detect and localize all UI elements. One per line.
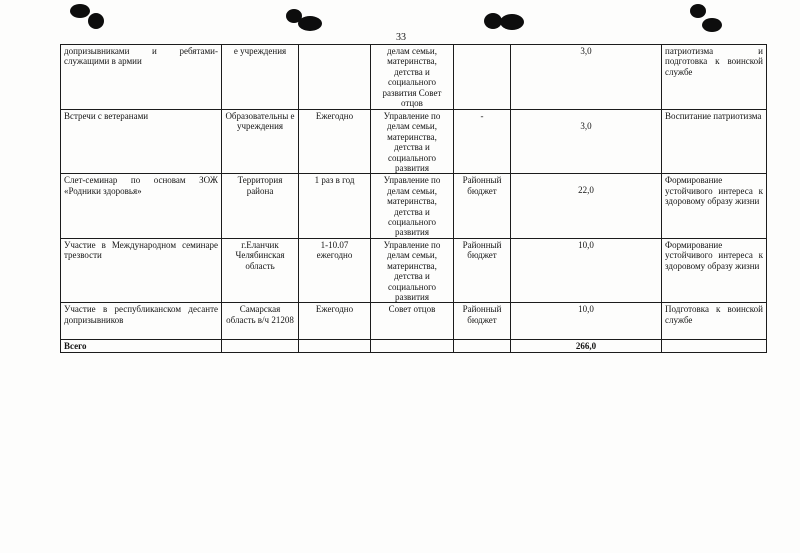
funding-source-cell: - xyxy=(454,110,511,174)
page-number: 33 xyxy=(396,32,406,43)
empty-cell xyxy=(662,340,767,352)
redaction-mark xyxy=(702,18,722,32)
term-cell: Ежегодно xyxy=(299,110,371,174)
term-cell: 1 раз в год xyxy=(299,174,371,238)
event-cell: Участие в Международном семинаре трезвости xyxy=(61,238,222,302)
total-amount: 266,0 xyxy=(511,340,662,352)
funding-source-cell: Районный бюджет xyxy=(454,303,511,340)
responsible-cell: Управление по делам семьи, материнства, детства и социального развития xyxy=(371,238,454,302)
event-cell: Встречи с ветеранами xyxy=(61,110,222,174)
executor-cell: Территория района xyxy=(222,174,299,238)
funding-source-cell: Районный бюджет xyxy=(454,174,511,238)
total-row xyxy=(61,340,767,352)
redaction-mark xyxy=(298,16,322,31)
funding-source-cell xyxy=(454,45,511,110)
goal-cell: патриотизма и подготовка к воинской службе xyxy=(662,45,767,110)
program-table xyxy=(60,44,767,353)
redaction-mark xyxy=(500,14,524,30)
responsible-cell: Совет отцов xyxy=(371,303,454,340)
event-cell: Участие в республиканском десанте допризывников xyxy=(61,303,222,340)
table-row xyxy=(61,174,767,238)
executor-cell: Образовательны е учреждения xyxy=(222,110,299,174)
redaction-mark xyxy=(70,4,90,18)
goal-cell: Формирование устойчивого интереса к здоровому образу жизни xyxy=(662,174,767,238)
executor-cell: г.Еланчик Челябинская область xyxy=(222,238,299,302)
amount-value: 22,0 xyxy=(578,185,594,196)
funding-source-cell: Районный бюджет xyxy=(454,238,511,302)
term-cell xyxy=(299,45,371,110)
executor-cell: е учреждения xyxy=(222,45,299,110)
amount-cell xyxy=(511,174,662,238)
responsible-cell: делам семьи, материнства, детства и социального развития Совет отцов xyxy=(371,45,454,110)
empty-cell xyxy=(299,340,371,352)
table-row xyxy=(61,110,767,174)
term-cell: 1-10.07 ежегодно xyxy=(299,238,371,302)
empty-cell xyxy=(222,340,299,352)
table-row xyxy=(61,238,767,302)
executor-cell: Самарская область в/ч 21208 xyxy=(222,303,299,340)
table-row xyxy=(61,303,767,340)
amount-value: 3,0 xyxy=(580,121,592,131)
event-cell: Слет-семинар по основам ЗОЖ «Родники здоровья» xyxy=(61,174,222,238)
responsible-cell: Управление по делам семьи, материнства, детства и социального развития xyxy=(371,174,454,238)
table-row xyxy=(61,45,767,110)
goal-cell: Подготовка к воинской службе xyxy=(662,303,767,340)
amount-cell: 10,0 xyxy=(511,303,662,340)
responsible-cell: Управление по делам семьи, материнства, детства и социального развития xyxy=(371,110,454,174)
goal-cell: Формирование устойчивого интереса к здоровому образу жизни xyxy=(662,238,767,302)
empty-cell xyxy=(454,340,511,352)
redaction-mark xyxy=(690,4,706,18)
empty-cell xyxy=(371,340,454,352)
event-cell: допризывниками и ребятами-служащими в армии xyxy=(61,45,222,110)
total-label: Всего xyxy=(61,340,222,352)
goal-cell: Воспитание патриотизма xyxy=(662,110,767,174)
amount-cell: 10,0 xyxy=(511,238,662,302)
term-cell: Ежегодно xyxy=(299,303,371,340)
redaction-mark xyxy=(88,13,104,29)
amount-cell: 3,0 xyxy=(511,45,662,110)
amount-cell xyxy=(511,110,662,174)
